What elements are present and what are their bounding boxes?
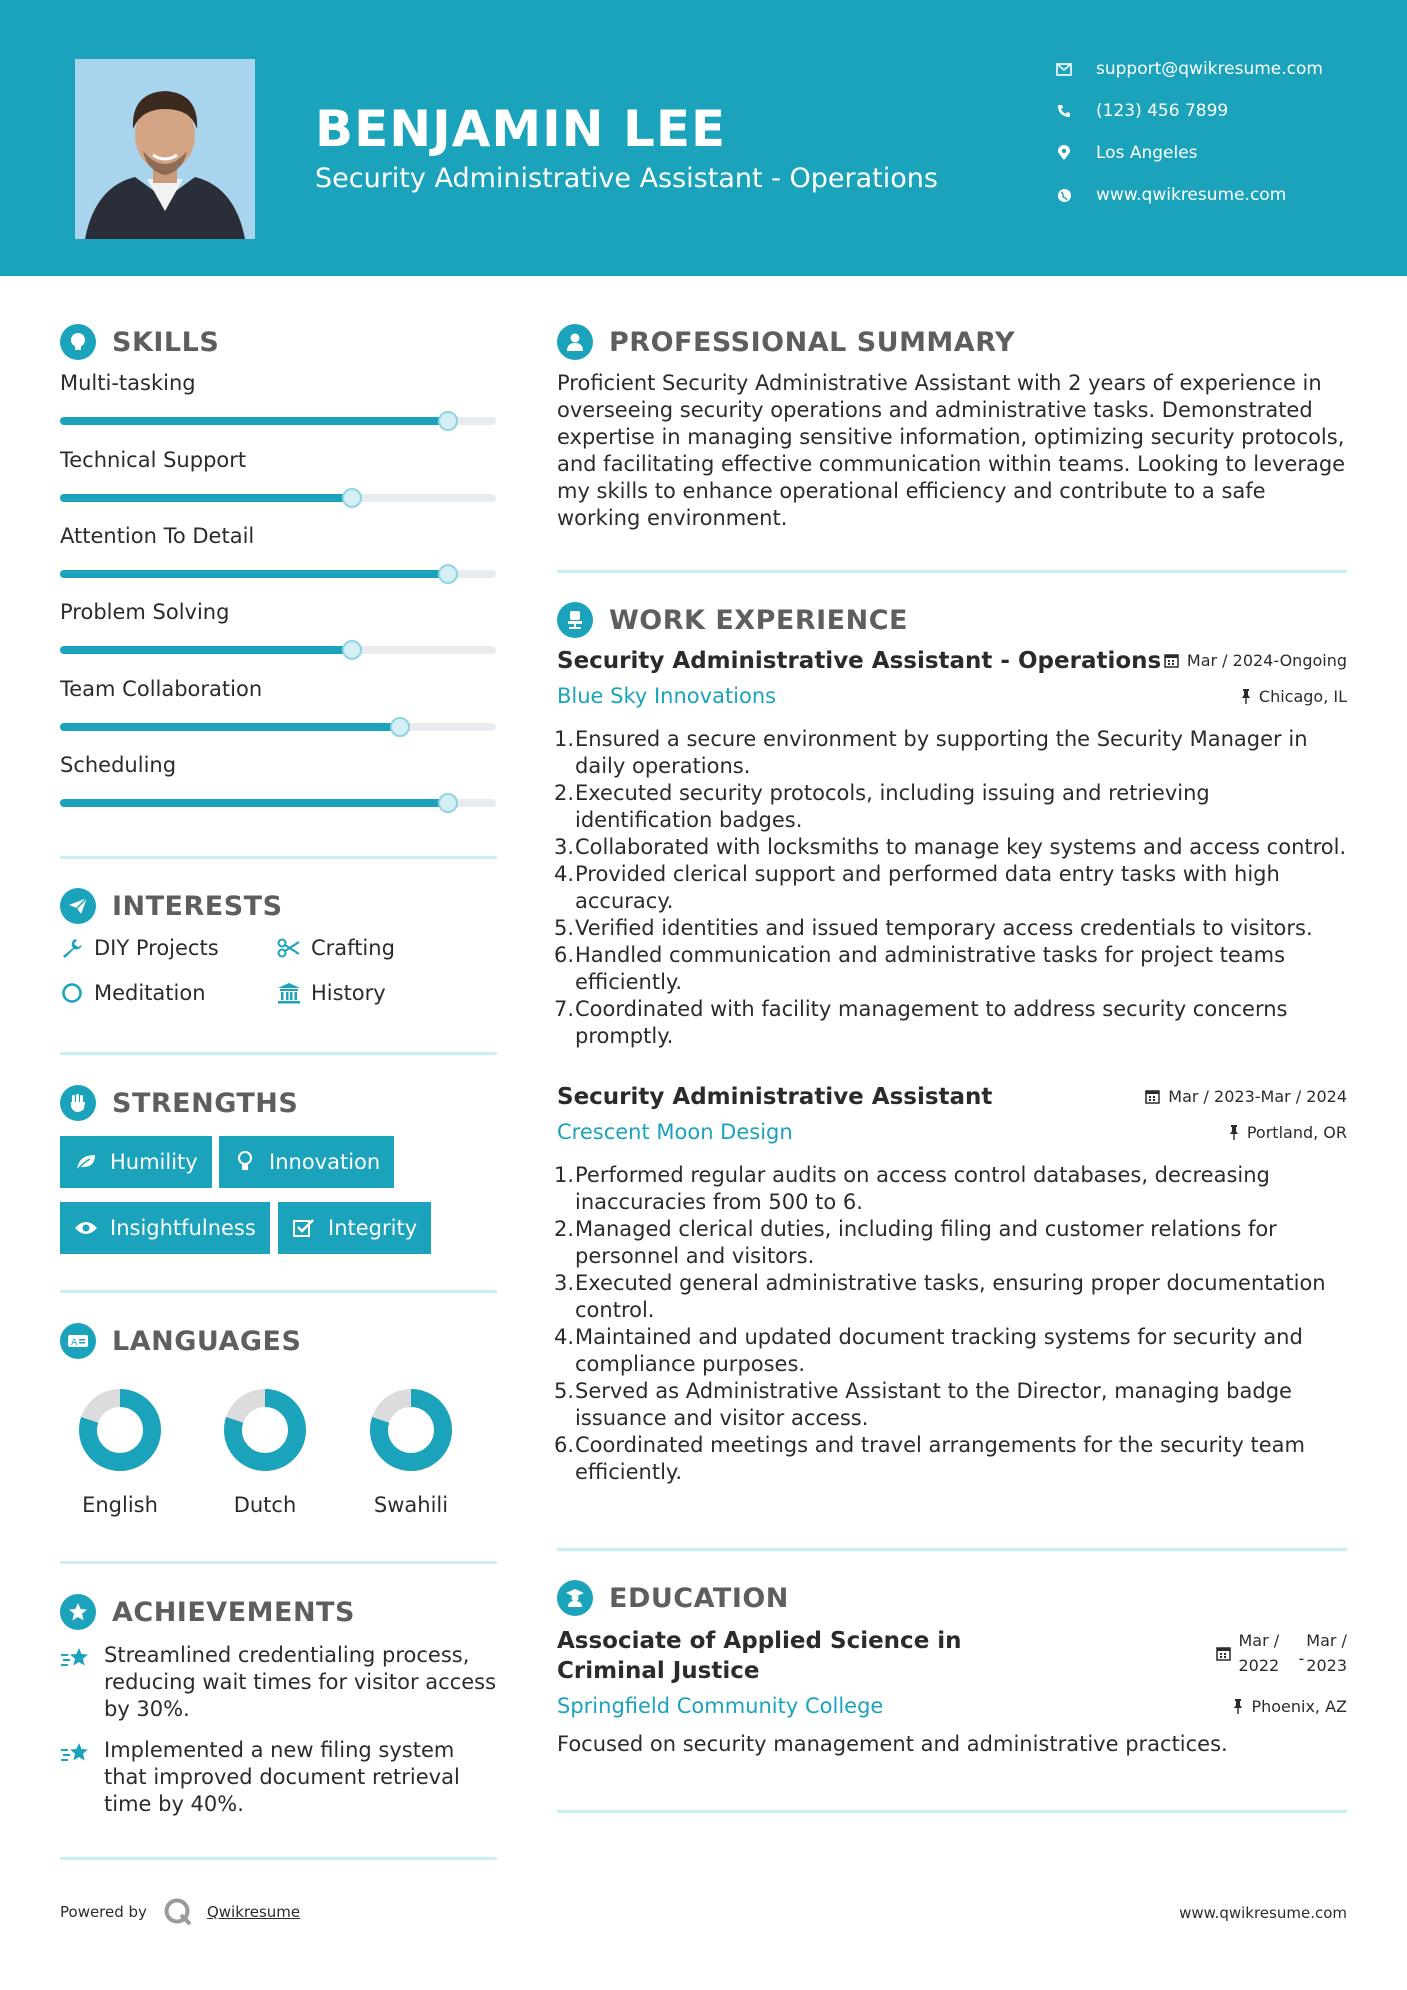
contact-location xyxy=(1055,143,1385,163)
wrench-icon xyxy=(60,936,84,960)
interest-item xyxy=(277,936,395,960)
experience-heading: WORK EXPERIENCE xyxy=(557,602,908,638)
skill-bar-knob xyxy=(342,488,362,508)
qwikresume-logo-icon xyxy=(163,1897,193,1927)
contact-website[interactable] xyxy=(1055,185,1385,205)
contact-website-text: www.qwikresume.com xyxy=(1096,185,1287,205)
skill-item xyxy=(60,600,496,654)
skill-bar-fill xyxy=(60,417,448,425)
strength-badge xyxy=(60,1136,212,1188)
interests-heading: INTERESTS xyxy=(60,888,283,924)
candidate-name: BENJAMIN LEE xyxy=(315,100,727,158)
circle-icon xyxy=(60,981,84,1005)
calendar-icon xyxy=(1216,1646,1231,1661)
eye-icon xyxy=(74,1216,98,1240)
education-heading: EDUCATION xyxy=(557,1580,789,1616)
section-divider xyxy=(557,570,1347,573)
lightbulb-icon xyxy=(233,1150,257,1174)
job-bullets xyxy=(554,1162,1347,1486)
language-item xyxy=(351,1385,471,1517)
contact-phone[interactable] xyxy=(1055,101,1385,121)
education-description: Focused on security management and administrative practices. xyxy=(557,1732,1228,1756)
education-entry xyxy=(557,1626,1347,1756)
skill-bar xyxy=(60,417,496,425)
job-dates: Mar / 2024-Ongoing xyxy=(1164,651,1347,670)
job-title: Security Administrative Assistant - Operations xyxy=(557,648,1162,674)
school-name: Springfield Community College xyxy=(557,1694,884,1718)
interest-item xyxy=(277,981,386,1005)
interest-label: DIY Projects xyxy=(94,936,219,960)
achievement-text: Streamlined credentialing process, reducing wait times for visitor access by 30%. xyxy=(104,1643,497,1721)
skill-item xyxy=(60,677,496,731)
company-name: Blue Sky Innovations xyxy=(557,684,777,708)
job-entry xyxy=(554,648,1347,1050)
language-donut xyxy=(220,1385,310,1475)
footer-powered-by: Powered by Qwikresume xyxy=(60,1897,300,1927)
skill-bar-fill xyxy=(60,723,400,731)
svg-text:A: A xyxy=(71,1338,78,1348)
job-bullet: 7. Coordinated with facility management to address security concerns promptly. xyxy=(554,997,1288,1048)
language-donut xyxy=(75,1385,165,1475)
language-label: Swahili xyxy=(373,1493,449,1517)
calendar-icon xyxy=(1164,653,1179,668)
job-title: Security Administrative Assistant xyxy=(557,1084,993,1110)
interest-label: History xyxy=(311,981,386,1005)
language-icon xyxy=(60,1323,96,1359)
shooting-star-icon xyxy=(60,1642,94,1723)
strength-label: Integrity xyxy=(328,1216,418,1240)
strength-label: Innovation xyxy=(269,1150,381,1174)
achievements-heading: ACHIEVEMENTS xyxy=(60,1594,355,1630)
language-item xyxy=(60,1385,180,1517)
language-item xyxy=(205,1385,325,1517)
skill-bar-knob xyxy=(438,411,458,431)
job-bullet: 6. Coordinated meetings and travel arrangements for the security team efficiently. xyxy=(554,1433,1305,1484)
section-divider xyxy=(557,1548,1347,1551)
languages-heading: A LANGUAGES xyxy=(60,1323,301,1359)
museum-icon xyxy=(277,981,301,1005)
section-divider xyxy=(60,1290,497,1293)
skill-item xyxy=(60,448,496,502)
language-donut xyxy=(366,1385,456,1475)
education-end-date: Mar / 2023 xyxy=(1306,1631,1347,1675)
job-bullet: 1. Performed regular audits on access control databases, decreasing inaccuracies from 500 to 6. xyxy=(554,1163,1270,1214)
job-bullet: 4. Provided clerical support and performed data entry tasks with high accuracy. xyxy=(554,862,1280,913)
interest-item xyxy=(60,936,219,960)
skill-label: Technical Support xyxy=(60,448,247,472)
lightbulb-icon xyxy=(60,324,96,360)
skill-item xyxy=(60,753,496,807)
job-bullets xyxy=(554,726,1347,1050)
strengths-heading: STRENGTHS xyxy=(60,1085,298,1121)
pushpin-icon xyxy=(1241,689,1251,704)
contact-email-text: support@qwikresume.com xyxy=(1096,59,1323,79)
job-bullet: 5. Verified identities and issued temporary access credentials to visitors. xyxy=(554,916,1313,940)
degree-title: Associate of Applied Science in Criminal Justice xyxy=(557,1628,962,1684)
education-dates xyxy=(1216,1628,1348,1678)
summary-heading: PROFESSIONAL SUMMARY xyxy=(557,324,1015,360)
contact-location-text: Los Angeles xyxy=(1096,143,1198,163)
brand-link[interactable]: Qwikresume xyxy=(206,1903,301,1921)
footer-website[interactable]: www.qwikresume.com xyxy=(1179,1904,1347,1922)
skill-bar-fill xyxy=(60,570,448,578)
strength-label: Insightfulness xyxy=(110,1216,256,1240)
calendar-icon xyxy=(1145,1089,1160,1104)
skill-item xyxy=(60,371,496,425)
check-square-icon xyxy=(292,1216,316,1240)
interest-label: Meditation xyxy=(94,981,206,1005)
section-divider xyxy=(60,1561,497,1564)
job-bullet: 2. Executed security protocols, including issuing and retrieving identification badges. xyxy=(554,781,1210,832)
job-location: Portland, OR xyxy=(1229,1123,1347,1142)
skill-bar-knob xyxy=(342,640,362,660)
skill-label: Attention To Detail xyxy=(60,524,255,548)
scissors-icon xyxy=(277,936,301,960)
achievement-item xyxy=(60,1737,500,1818)
job-dates: Mar / 2023-Mar / 2024 xyxy=(1145,1087,1347,1106)
skill-bar-fill xyxy=(60,494,352,502)
achievement-text: Implemented a new filing system that improved document retrieval time by 40%. xyxy=(104,1738,460,1816)
skill-bar xyxy=(60,799,496,807)
section-divider xyxy=(60,1052,497,1055)
job-entry xyxy=(554,1084,1347,1486)
skill-bar-knob xyxy=(438,793,458,813)
interest-item xyxy=(60,981,206,1005)
leaf-icon xyxy=(74,1150,98,1174)
strength-badge xyxy=(219,1136,394,1188)
fist-icon xyxy=(60,1085,96,1121)
profile-photo xyxy=(75,59,255,239)
skill-item xyxy=(60,524,496,578)
job-bullet: 3. Collaborated with locksmiths to manage key systems and access control. xyxy=(554,835,1347,859)
contact-email[interactable] xyxy=(1055,59,1385,79)
skill-label: Scheduling xyxy=(60,753,177,777)
skill-label: Problem Solving xyxy=(60,600,230,624)
education-location: Phoenix, AZ xyxy=(1233,1697,1347,1716)
graduate-icon xyxy=(557,1580,593,1616)
skill-label: Team Collaboration xyxy=(60,677,263,701)
skill-bar xyxy=(60,646,496,654)
globe-icon xyxy=(1055,186,1073,204)
paper-plane-icon xyxy=(60,888,96,924)
language-label: Dutch xyxy=(233,1493,297,1517)
contact-phone-text: (123) 456 7899 xyxy=(1096,101,1229,121)
job-bullet: 1. Ensured a secure environment by supporting the Security Manager in daily operations. xyxy=(554,727,1308,778)
skill-bar xyxy=(60,723,496,731)
envelope-icon xyxy=(1055,60,1073,78)
skill-label: Multi-tasking xyxy=(60,371,196,395)
strength-badge xyxy=(60,1202,270,1254)
skills-heading: SKILLS xyxy=(60,324,219,360)
summary-text: Proficient Security Administrative Assistant with 2 years of experience in overseeing security operations and administrative tasks. Demonstrated expertise in managing sensitive information, optimizing security protocols, and facilitating effective communication within teams. Looking to leverage my skills to enhance operational efficiency and contribute to a safe working environment. xyxy=(557,371,1346,530)
job-bullet: 3. Executed general administrative tasks, ensuring proper documentation control. xyxy=(554,1271,1326,1322)
map-pin-icon xyxy=(1055,144,1073,162)
job-location: Chicago, IL xyxy=(1241,687,1347,706)
star-icon xyxy=(60,1594,96,1630)
pushpin-icon xyxy=(1233,1699,1243,1714)
strength-badge xyxy=(278,1202,431,1254)
skill-bar-fill xyxy=(60,646,352,654)
skill-bar xyxy=(60,570,496,578)
job-bullet: 5. Served as Administrative Assistant to the Director, managing badge issuance and visitor access. xyxy=(554,1379,1292,1430)
strength-label: Humility xyxy=(110,1150,198,1174)
section-divider xyxy=(557,1810,1347,1813)
job-bullet: 2. Managed clerical duties, including filing and customer relations for personnel and visitors. xyxy=(554,1217,1277,1268)
skill-bar-fill xyxy=(60,799,448,807)
phone-icon xyxy=(1055,102,1073,120)
achievement-item xyxy=(60,1642,500,1723)
resume-header xyxy=(0,0,1407,276)
office-chair-icon xyxy=(557,602,593,638)
skill-bar xyxy=(60,494,496,502)
skill-bar-knob xyxy=(390,717,410,737)
company-name: Crescent Moon Design xyxy=(557,1120,793,1144)
section-divider xyxy=(60,1857,497,1860)
education-start-date: Mar / 2022 xyxy=(1238,1631,1280,1675)
section-divider xyxy=(60,856,497,859)
candidate-title: Security Administrative Assistant - Operations xyxy=(315,163,938,194)
interest-label: Crafting xyxy=(311,936,395,960)
skill-bar-knob xyxy=(438,564,458,584)
job-bullet: 6. Handled communication and administrative tasks for project teams efficiently. xyxy=(554,943,1286,994)
user-icon xyxy=(557,324,593,360)
shooting-star-icon xyxy=(60,1737,94,1818)
date-separator: - xyxy=(1298,1648,1305,1668)
pushpin-icon xyxy=(1229,1125,1239,1140)
job-bullet: 4. Maintained and updated document tracking systems for security and compliance purposes. xyxy=(554,1325,1303,1376)
language-label: English xyxy=(82,1493,158,1517)
